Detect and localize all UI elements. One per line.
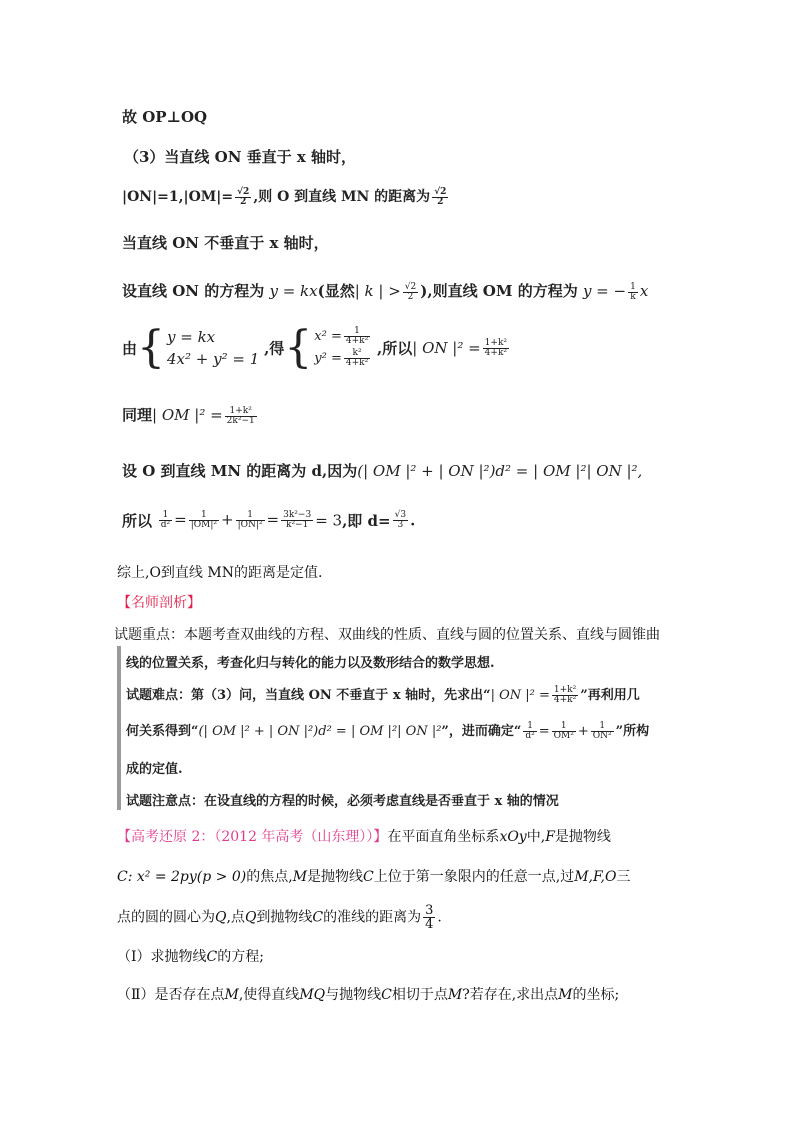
frac-3k: $\frac{\text{3k²−3}}{\text{k²−1}}$	[283, 510, 312, 530]
case1-result	[122, 186, 450, 207]
quote-frac-on: $\frac{1}{\text{ON²}}$	[592, 721, 612, 741]
case1-frac2: $\frac{√2}{2}$	[434, 186, 447, 207]
left-brace-2: {	[284, 322, 313, 373]
quote-relation-eq: (| OM |² + | ON |²)d² = | OM |²| ON |²	[198, 724, 442, 739]
quote-line-3: 何关系得到“(| OM |² + | ON |²)d² = | OM |²| ON |²”，进而确定“ $\frac{1}{\text{d²}}$ = $\frac{1}{\text{OM²}}$ + $\frac{1}{\text{ON²}}$ ”所构	[126, 721, 650, 741]
system-solution	[122, 322, 511, 373]
jid-label: ,即 d=	[342, 512, 391, 530]
period: .	[410, 511, 416, 530]
distance-fraction: $\frac{3}{4}$	[425, 903, 434, 932]
quote-line-4: 成的定值.	[126, 762, 183, 777]
quote-on-frac: $\frac{\text{1+k²}}{\text{4+k²}}$	[553, 685, 577, 705]
case1-text-b: ,则 O 到直线 MN 的距离为	[253, 189, 431, 205]
case2-setup	[122, 280, 648, 302]
quote-frac-d2: $\frac{1}{\text{d²}}$	[525, 721, 535, 741]
setup-eq-on: y = kx	[269, 282, 318, 300]
om-squared-line	[122, 404, 259, 426]
quote-line-5: 试题注意点：在设直线的方程的时候，必须考虑直线是否垂直于 x 轴的情况	[126, 794, 559, 809]
question-1: （Ⅰ）求抛物线C的方程;	[117, 949, 264, 965]
setup-eq-om: y = −	[582, 282, 627, 300]
de-label: ,得	[264, 339, 285, 358]
restore-label: 【高考还原 2：（2012 年高考（山东理））】	[117, 829, 388, 845]
eq-sign-1: =	[174, 510, 187, 529]
distance-relation	[122, 460, 642, 481]
quote-frac-om: $\frac{1}{\text{OM²}}$	[553, 721, 574, 741]
part3-case1-heading: （3）当直线 ON 垂直于 x 轴时，	[124, 148, 357, 166]
case1-text-a: |ON|=1,|OM|=	[122, 189, 234, 205]
problem-line-3: 点的圆的圆心为Q,点Q到抛物线C的准线的距离为 $\frac{3}{4}$ .	[117, 903, 442, 932]
setup-text-c: ),则直线 OM 的方程为	[420, 282, 578, 300]
case1-frac: $\frac{√2}{2}$	[237, 186, 250, 207]
on-squared: | ON |² =	[412, 339, 481, 357]
frac-1-on2: $\frac{1}{\text{|ON|²}}$	[237, 510, 263, 530]
plus-sign: +	[221, 510, 234, 529]
setup-text-a: 设直线 ON 的方程为	[122, 282, 265, 300]
case2-heading: 当直线 ON 不垂直于 x 轴时，	[122, 234, 329, 252]
eq-sign-2: =	[266, 510, 280, 529]
suoyi-label-2: 所以	[122, 512, 153, 530]
setup-eq-x: x	[639, 282, 649, 300]
quote-on-eq: | ON |² =	[490, 688, 550, 703]
parabola-equation: : x² = 2py(p > 0)	[127, 869, 247, 885]
eq-three: = 3	[315, 511, 343, 530]
tongli-label: 同理	[122, 406, 153, 424]
distance-text: 设 O 到直线 MN 的距离为 d,因为	[122, 462, 358, 480]
setup-abs-k: | k | >	[354, 282, 401, 300]
setup-frac2: $\frac{1}{k}$	[630, 281, 636, 302]
you-label: 由	[122, 339, 138, 358]
suoyi-label: ,所以	[377, 339, 413, 358]
equation-system: y = kx 4x² + y² = 1	[167, 328, 260, 368]
setup-text-b: (显然	[317, 282, 355, 300]
d-value-frac: $\frac{√3}{3}$	[394, 510, 407, 530]
setup-frac: $\frac{√2}{2}$	[404, 281, 417, 302]
left-brace-1: {	[137, 322, 166, 373]
distance-result	[122, 510, 415, 531]
frac-1-d2: $\frac{1}{\text{d²}}$	[160, 510, 171, 530]
problem-line-2: C: x² = 2py(p > 0)的焦点,M是抛物线C上位于第一象限内的任意一点,过M,F,O三	[117, 869, 631, 885]
problem-line-1: 【高考还原 2：（2012 年高考（山东理））】在平面直角坐标系xOy中,F是抛物线	[117, 829, 611, 845]
frac-1-om2: $\frac{1}{\text{|OM|²}}$	[190, 510, 218, 530]
solution-system: x² = $\frac{1}{\text{4+k²}}$ y² = $\frac{\text{k²}}{\text{4+k²}}$	[314, 326, 369, 368]
quote-line-2: 试题难点：第（3）问，当直线 ON 不垂直于 x 轴时，先求出“| ON |² = $\frac{\text{1+k²}}{\text{4+k²}}$ ”再利用几	[126, 685, 640, 705]
conclusion-perpendicular: 故 OP⊥OQ	[122, 108, 208, 126]
om-squared-frac: $\frac{\text{1+k²}}{\text{2k²−1}}$	[226, 405, 255, 426]
summary-line: 综上,O到直线 MN的距离是定值.	[117, 565, 323, 581]
on-squared-frac: $\frac{\text{1+k²}}{\text{4+k²}}$	[484, 337, 508, 358]
quote-line-1: 线的位置关系，考查化归与转化的能力以及数形结合的数学思想.	[126, 656, 495, 671]
focus-line: 试题重点：本题考查双曲线的方程、双曲线的性质、直线与圆的位置关系、直线与圆锥曲	[114, 627, 660, 643]
distance-equation: (| OM |² + | ON |²)d² = | OM |²| ON |²,	[357, 462, 643, 480]
teacher-analysis-heading: 【名师剖析】	[117, 595, 201, 611]
question-2: （Ⅱ）是否存在点M,使得直线MQ与抛物线C相切于点M?若存在,求出点M的坐标;	[117, 987, 620, 1003]
om-squared: | OM |² =	[152, 406, 223, 424]
